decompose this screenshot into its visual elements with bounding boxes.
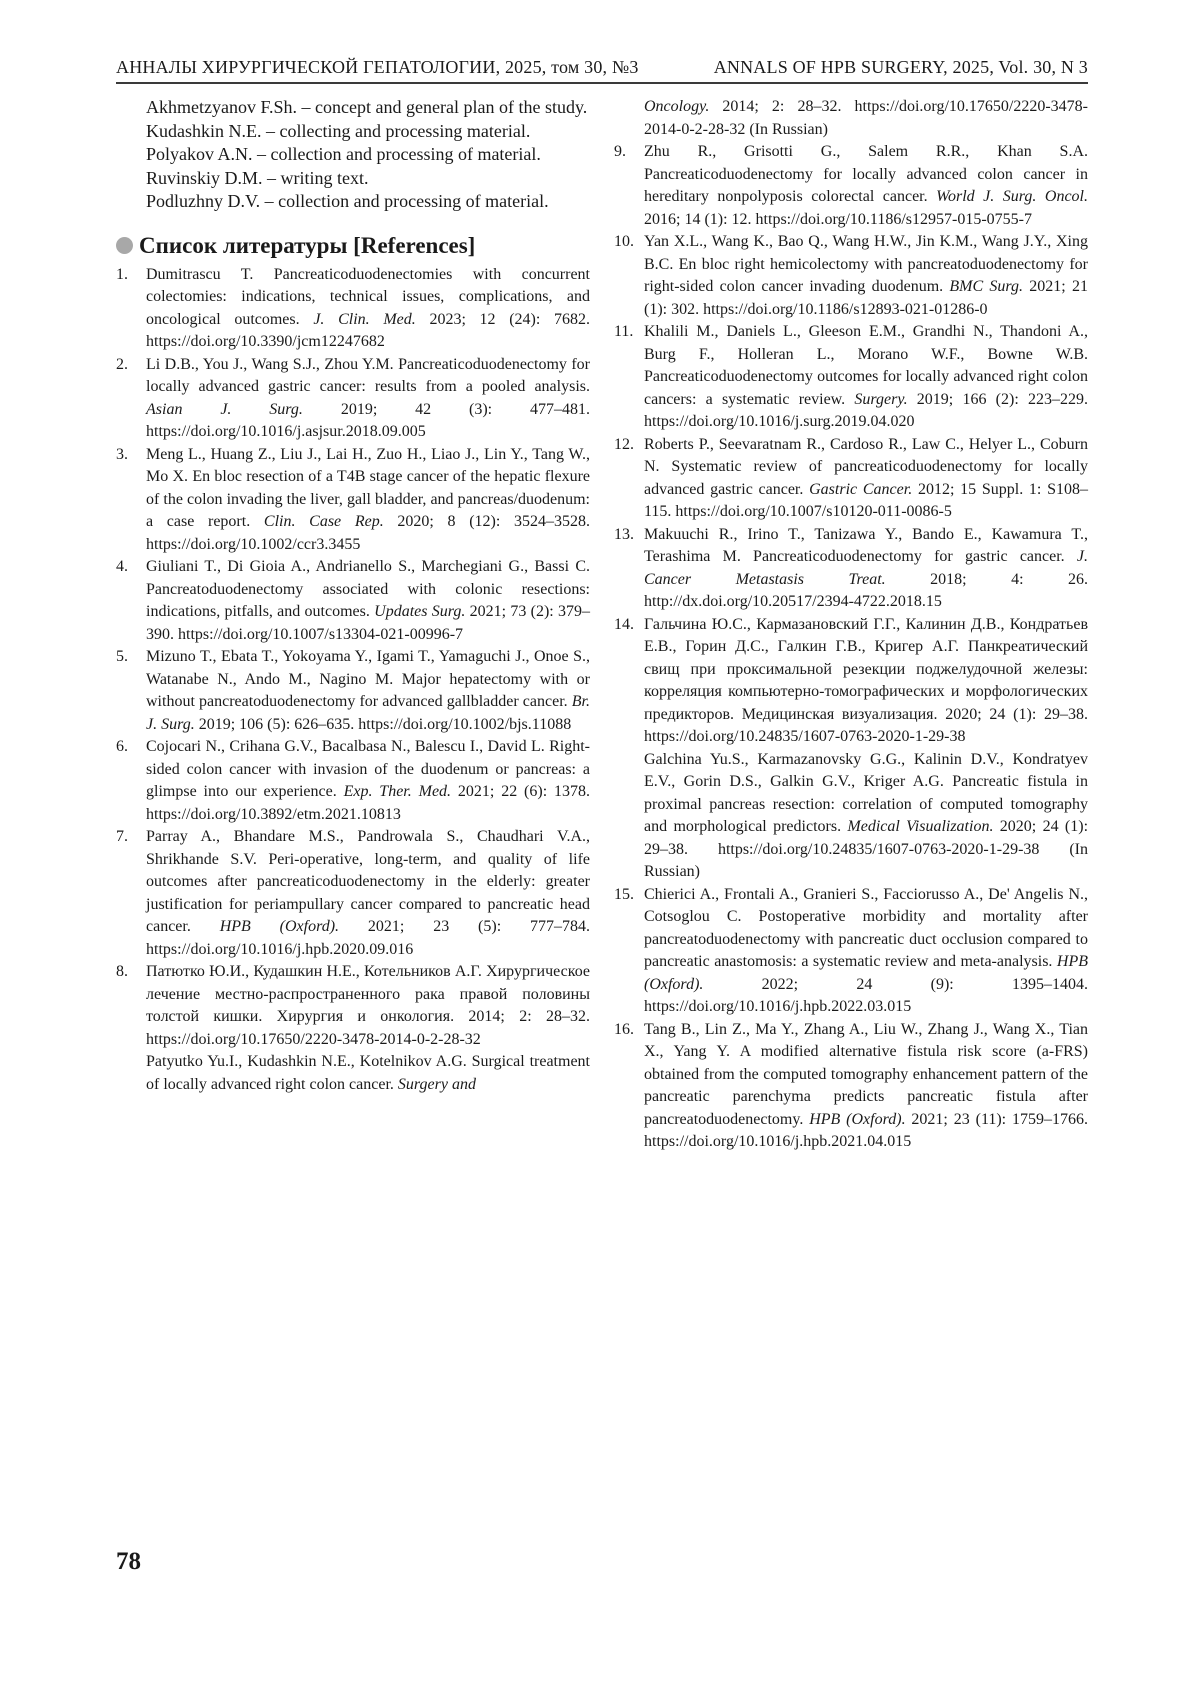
header-journal-en: ANNALS OF HPB SURGERY, 2025, Vol. 30, N 3 bbox=[713, 57, 1088, 77]
reference-8-english-cont: Oncology. 2014; 2: 28–32. https://doi.org/10.17650/2220-3478-2014-0-2-28-32 (In Russian) bbox=[644, 98, 1088, 138]
reference-item: 14. Гальчина Ю.С., Кармазановский Г.Г., Калинин Д.В., Кондратьев Е.В., Горин Д.С., Галкин Г.В., Кригер А.Г. Панкреатический свищ при проксимальной резекции поджелудочной железы: корреляция компьютерно-томографических и морфологических предикторов. Медицинская визуализация. 2020; 24 (1): 29–38. https://doi.org/10.24835/1607-0763-2020-1-29-38 bbox=[614, 615, 1088, 745]
reference-item: 6. Cojocari N., Crihana G.V., Bacalbasa N., Balescu I., David L. Right-sided colon cancer with invasion of the duodenum or pancreas: a glimpse into our experience. Exp. Ther. Med. 2021; 22 (6): 1378. https://doi.org/10.3892/etm.2021.10813 bbox=[116, 738, 590, 823]
reference-item: 16. Tang B., Lin Z., Ma Y., Zhang A., Liu W., Zhang J., Wang X., Tian X., Yang Y. A modified alternative fistula risk score (a-FRS) obtained from the computed tomography enhancement pattern of the pancreatic parenchyma predicts pancreatic fistula after pancreatoduodenectomy. HPB (Oxford). 2021; 23 (11): 1759–1766. https://doi.org/10.1016/j.hpb.2021.04.015 bbox=[614, 1020, 1088, 1150]
running-header bbox=[116, 56, 1088, 84]
reference-item: 10. Yan X.L., Wang K., Bao Q., Wang H.W., Jin K.M., Wang J.Y., Xing B.C. En bloc right hemicolectomy with pancreatoduodenectomy for right-sided colon cancer invading duodenum. BMC Surg. 2021; 21 (1): 302. https://doi.org/10.1186/s12893-021-01286-0 bbox=[614, 233, 1088, 318]
reference-list bbox=[116, 264, 590, 1052]
contribution-item: Polyakov A.N. – collection and processing of material. bbox=[146, 144, 541, 164]
page-number: 78 bbox=[116, 1548, 141, 1575]
reference-item: 15. Chierici A., Frontali A., Granieri S., Facciorusso A., De' Angelis N., Cotsoglou C. Postoperative morbidity and mortality after pancreatoduodenectomy with pancreatic duct occlusion compared to pancreatic anastomosis: a systematic review and meta-analysis. HPB (Oxford). 2022; 24 (9): 1395–1404. https://doi.org/10.1016/j.hpb.2022.03.015 bbox=[614, 885, 1088, 1015]
section-bullet-icon bbox=[116, 237, 133, 254]
references-title: Список литературы [References] bbox=[139, 232, 476, 258]
author-contributions bbox=[116, 96, 590, 214]
reference-item: 8. Патютко Ю.И., Кудашкин Н.Е., Котельников А.Г. Хирургическое лечение местно-распространенного рака правой половины толстой кишки. Хирургия и онкология. 2014; 2: 28–32. https://doi.org/10.17650/2220-3478-2014-0-2-28-32 bbox=[116, 963, 590, 1048]
contribution-item: Ruvinskiy D.M. – writing text. bbox=[146, 167, 369, 188]
references-heading bbox=[116, 232, 590, 260]
reference-item: 1. Dumitrascu T. Pancreaticoduodenectomies with concurrent colectomies: indications, technical issues, complications, and oncological outcomes. J. Clin. Med. 2023; 12 (24): 7682. https://doi.org/10.3390/jcm12247682 bbox=[116, 265, 591, 350]
reference-list-right bbox=[614, 141, 1088, 749]
left-column bbox=[116, 96, 590, 1096]
contribution-item: Akhmetzyanov F.Sh. – concept and general plan of the study. bbox=[146, 97, 588, 117]
reference-item: 7. Parray A., Bhandare M.S., Pandrowala S., Chaudhari V.A., Shrikhande S.V. Peri-operative, long-term, and quality of life outcomes after pancreaticoduodenectomy in the elderly: greater justification for periampullary cancer compared to pancreatic head cancer. HPB (Oxford). 2021; 23 (5): 777–784. https://doi.org/10.1016/j.hpb.2020.09.016 bbox=[116, 828, 590, 958]
reference-item: 2. Li D.B., You J., Wang S.J., Zhou Y.M. Pancreaticoduodenectomy for locally advanced gastric cancer: results from a pooled analysis. Asian J. Surg. 2019; 42 (3): 477–481. https://doi.org/10.1016/j.asjsur.2018.09.005 bbox=[116, 355, 590, 440]
reference-item: 13. Makuuchi R., Irino T., Tanizawa Y., Bando E., Kawamura T., Terashima M. Pancreaticoduodenectomy for gastric cancer. J. Cancer Metastasis Treat. 2018; 4: 26. http://dx.doi.org/10.20517/2394-4722.2018.15 bbox=[614, 525, 1088, 610]
right-column bbox=[614, 96, 1088, 1154]
reference-14-english: Galchina Yu.S., Karmazanovsky G.G., Kalinin D.V., Kondratyev E.V., Gorin D.S., Galkin G.V., Kriger A.G. Pancreatic fistula in proximal pancreas resection: correlation of computed tomography and morphological predictors. Medical Visualization. 2020; 24 (1): 29–38. https://doi.org/10.24835/1607-0763-2020-1-29-38 (In Russian) bbox=[644, 750, 1089, 880]
reference-item: 4. Giuliani T., Di Gioia A., Andrianello S., Marchegiani G., Bassi C. Pancreatoduodenectomy associated with colonic resections: indications, pitfalls, and outcomes. Updates Surg. 2021; 73 (2): 379–390. https://doi.org/10.1007/s13304-021-00996-7 bbox=[116, 558, 590, 643]
reference-8-english: Patyutko Yu.I., Kudashkin N.E., Kotelnikov A.G. Surgical treatment of locally advanced right colon cancer. Surgery and bbox=[146, 1053, 590, 1093]
reference-item: 5. Mizuno T., Ebata T., Yokoyama Y., Igami T., Yamaguchi J., Onoe S., Watanabe N., Ando M., Nagino M. Major hepatectomy with or without pancreatoduodenectomy for advanced gallbladder cancer. Br. J. Surg. 2019; 106 (5): 626–635. https://doi.org/10.1002/bjs.11088 bbox=[116, 648, 590, 733]
reference-item: 11. Khalili M., Daniels L., Gleeson E.M., Grandhi N., Thandoni A., Burg F., Holleran L., Morano W.F., Bowne W.B. Pancreaticoduodenectomy outcomes for locally advanced right colon cancers: a systematic review. Surgery. 2019; 166 (2): 223–229. https://doi.org/10.1016/j.surg.2019.04.020 bbox=[614, 323, 1088, 430]
reference-list-right-2 bbox=[614, 884, 1088, 1154]
reference-item: 12. Roberts P., Seevaratnam R., Cardoso R., Law C., Helyer L., Coburn N. Systematic review of pancreaticoduodenectomy for locally advanced gastric cancer. Gastric Cancer. 2012; 15 Suppl. 1: S108–115. https://doi.org/10.1007/s10120-011-0086-5 bbox=[614, 435, 1089, 520]
reference-item: 3. Meng L., Huang Z., Liu J., Lai H., Zuo H., Liao J., Lin Y., Tang W., Mo X. En bloc resection of a T4B stage cancer of the hepatic flexure of the colon invading the liver, gall bladder, and pancreas/duodenum: a case report. Clin. Case Rep. 2020; 8 (12): 3524–3528. https://doi.org/10.1002/ccr3.3455 bbox=[116, 445, 591, 553]
header-journal-ru: АННАЛЫ ХИРУРГИЧЕСКОЙ ГЕПАТОЛОГИИ, 2025, том 30, №3 bbox=[116, 57, 639, 77]
reference-item: 9. Zhu R., Grisotti G., Salem R.R., Khan S.A. Pancreaticoduodenectomy for locally advanced colon cancer in hereditary nonpolyposis colorectal cancer. World J. Surg. Oncol. 2016; 14 (1): 12. https://doi.org/10.1186/s12957-015-0755-7 bbox=[614, 143, 1088, 228]
contribution-item: Kudashkin N.E. – collecting and processing material. bbox=[146, 120, 531, 141]
contribution-item: Podluzhny D.V. – collection and processing of material. bbox=[146, 191, 549, 211]
